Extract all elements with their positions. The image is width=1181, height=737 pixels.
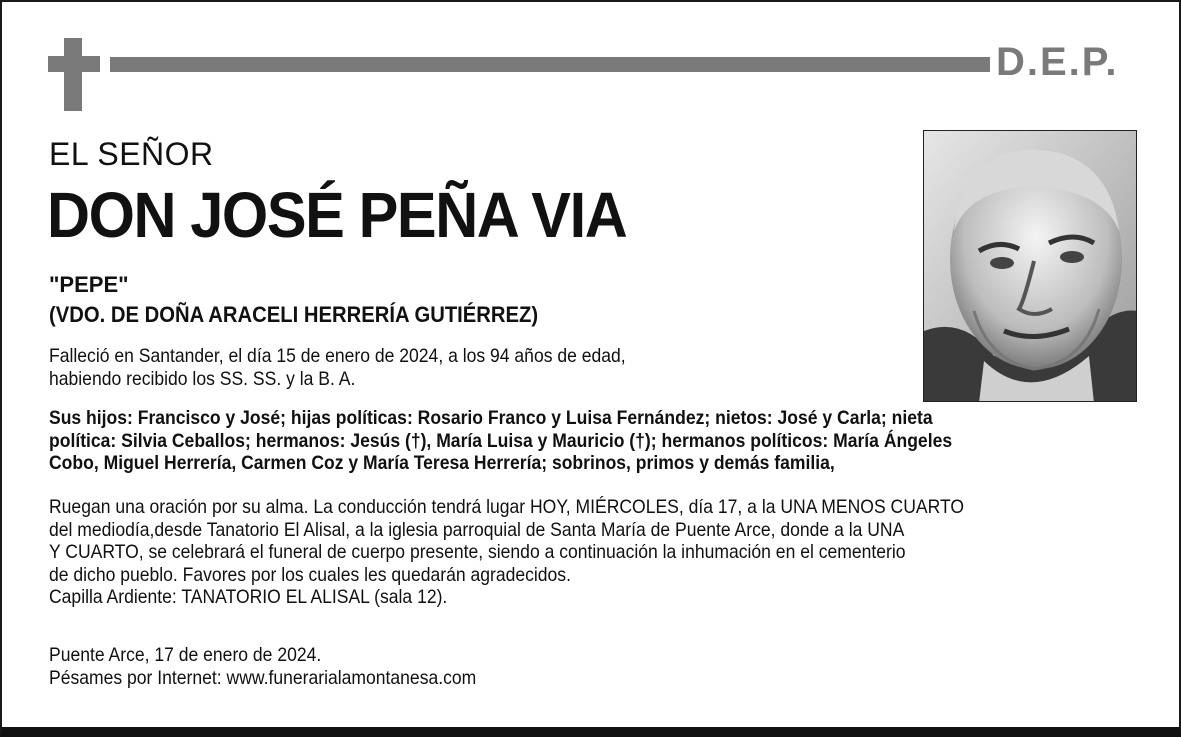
text-line: Ruegan una oración por su alma. La conducción tendrá lugar HOY, MIÉRCOLES, día 17, a la UNA MENOS CUARTO bbox=[49, 496, 965, 518]
text-line: Pésames por Internet: www.funerarialamontanesa.com bbox=[49, 666, 477, 689]
death-paragraph bbox=[49, 345, 626, 390]
text-line: Cobo, Miguel Herrería, Carmen Coz y María Teresa Herrería; sobrinos, primos y demás familia, bbox=[49, 452, 835, 474]
cross-icon-bar bbox=[48, 56, 100, 72]
cross-icon bbox=[64, 38, 82, 111]
closing-paragraph bbox=[49, 644, 476, 689]
ceremony-paragraph bbox=[49, 496, 964, 609]
portrait-photo bbox=[923, 130, 1137, 402]
deceased-name: DON JOSÉ PEÑA VIA bbox=[47, 179, 627, 251]
honorific: EL SEÑOR bbox=[49, 136, 214, 172]
dep-label: D.E.P. bbox=[996, 40, 1119, 84]
text-line: Puente Arce, 17 de enero de 2024. bbox=[49, 644, 322, 666]
text-line: Sus hijos: Francisco y José; hijas políticas: Rosario Franco y Luisa Fernández; nietos: José y Carla; nieta bbox=[49, 407, 933, 429]
text-line: habiendo recibido los SS. SS. y la B. A. bbox=[49, 367, 356, 390]
family-paragraph bbox=[49, 407, 952, 475]
nickname: "PEPE" bbox=[49, 272, 129, 297]
text-line: de dicho pueblo. Favores por los cuales les quedarán agradecidos. bbox=[49, 563, 571, 586]
widower-of: (VDO. DE DOÑA ARACELI HERRERÍA GUTIÉRREZ) bbox=[49, 302, 539, 327]
text-line: del mediodía,desde Tanatorio El Alisal, a la iglesia parroquial de Santa María de Puente Arce, donde a la UNA bbox=[49, 518, 905, 541]
header-rule bbox=[110, 57, 990, 72]
text-line: Capilla Ardiente: TANATORIO EL ALISAL (sala 12). bbox=[49, 586, 448, 608]
text-line: Y CUARTO, se celebrará el funeral de cuerpo presente, siendo a continuación la inhumación en el cementerio bbox=[49, 541, 906, 563]
text-line: Falleció en Santander, el día 15 de enero de 2024, a los 94 años de edad, bbox=[49, 345, 626, 367]
portrait-image bbox=[924, 131, 1137, 402]
text-line: política: Silvia Ceballos; hermanos: Jesús (†), María Luisa y Mauricio (†); hermanos políticos: María Ángeles bbox=[49, 429, 953, 452]
